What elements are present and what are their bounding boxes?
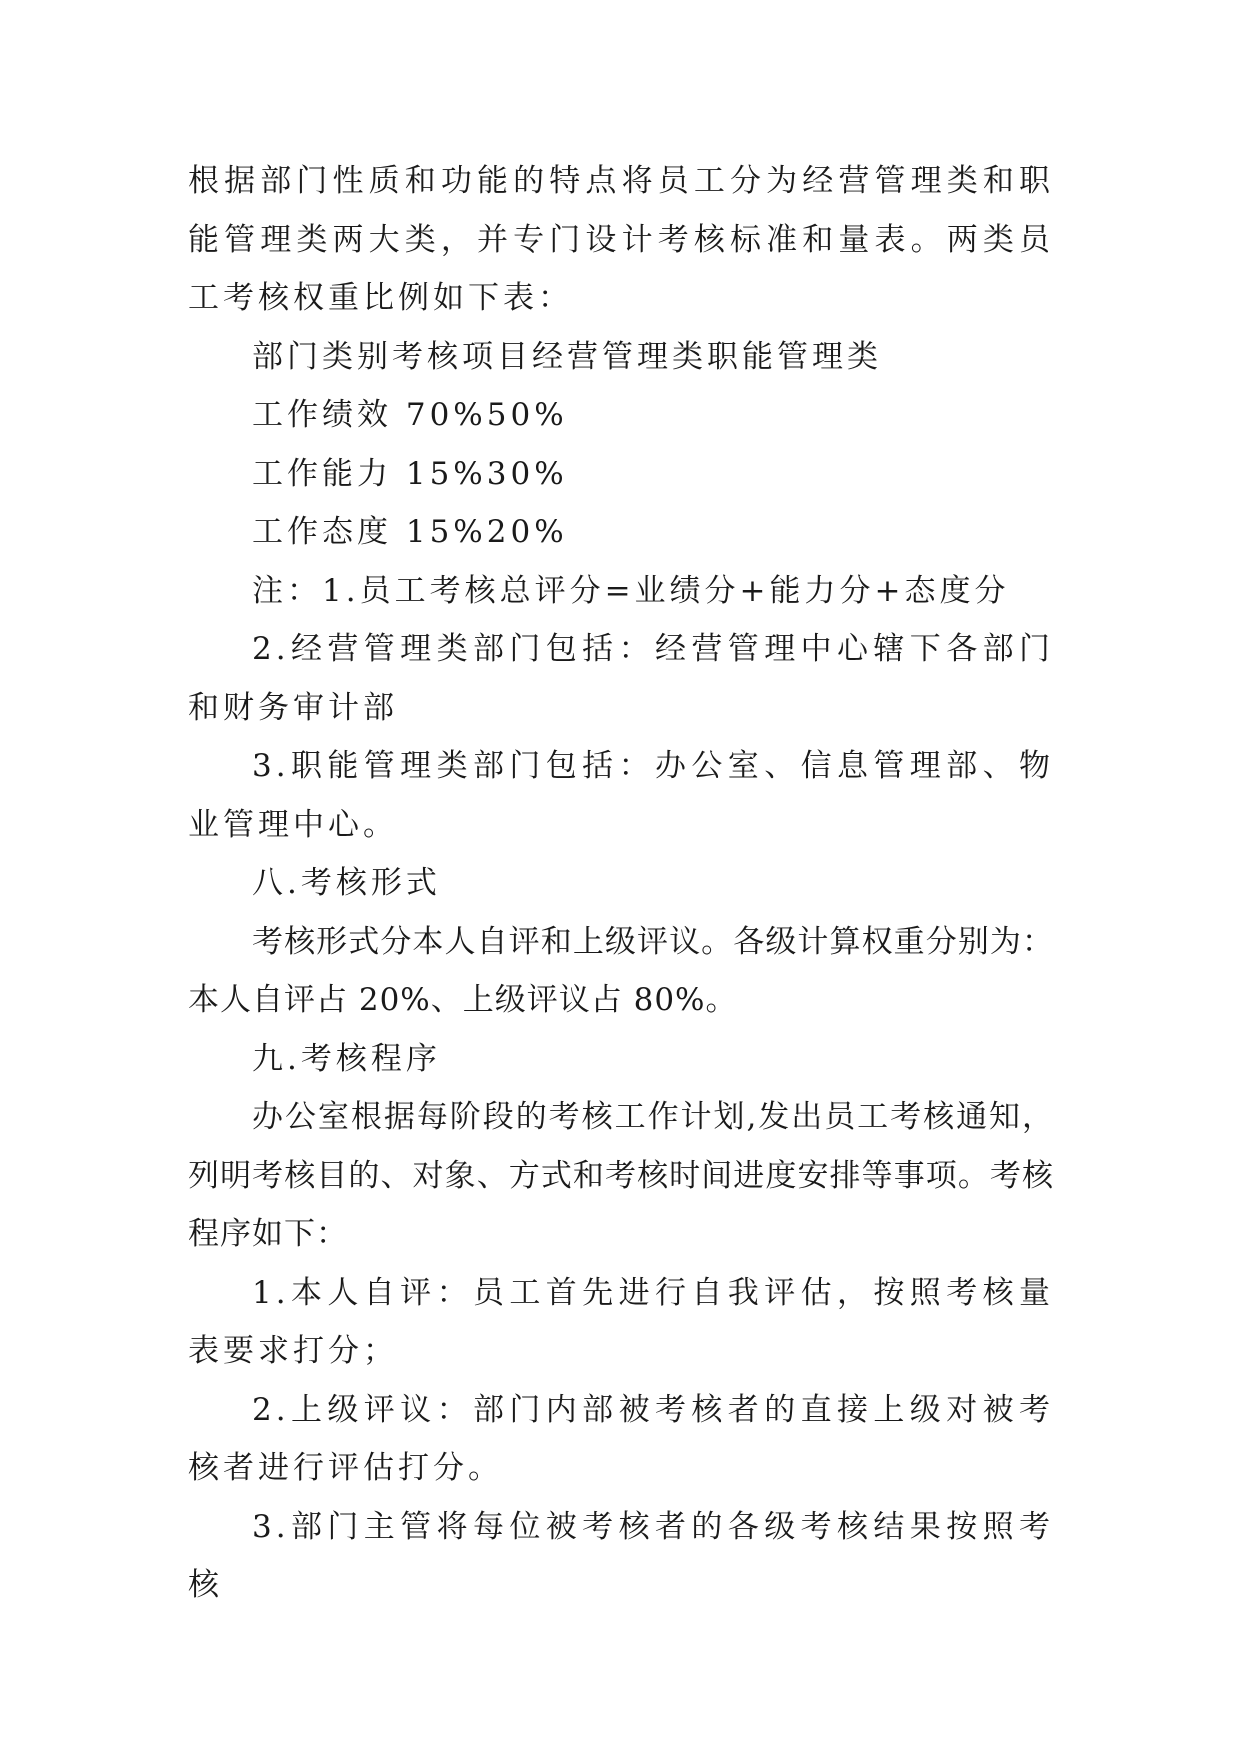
document-body	[188, 152, 1054, 1615]
section-heading-8: 八.考核形式	[252, 865, 441, 901]
paragraph-assessment-form: 考核形式分本人自评和上级评议。各级计算权重分别为：本人自评占 20%、上级评议占 80%。	[188, 923, 1054, 1018]
table-row-attitude: 工作态度 15%20%	[252, 514, 568, 550]
procedure-step-1: 1.本人自评：员工首先进行自我评估，按照考核量表要求打分；	[188, 1274, 1054, 1369]
table-header-line: 部门类别考核项目经营管理类职能管理类	[252, 338, 882, 375]
table-row-ability: 工作能力 15%30%	[252, 455, 568, 492]
section-heading-9: 九.考核程序	[252, 1040, 441, 1077]
table-row-performance: 工作绩效 70%50%	[252, 397, 568, 433]
note-3: 3.职能管理类部门包括：办公室、信息管理部、物业管理中心。	[188, 748, 1054, 843]
paragraph-intro: 根据部门性质和功能的特点将员工分为经营管理类和职能管理类两大类，并专门设计考核标准和量表。两类员工考核权重比例如下表：	[188, 163, 1054, 316]
procedure-step-2: 2.上级评议：部门内部被考核者的直接上级对被考核者进行评估打分。	[188, 1391, 1054, 1486]
paragraph-assessment-procedure: 办公室根据每阶段的考核工作计划,发出员工考核通知，列明考核目的、对象、方式和考核时间进度安排等事项。考核程序如下：	[188, 1099, 1054, 1252]
procedure-step-3: 3.部门主管将每位被考核者的各级考核结果按照考核	[188, 1508, 1054, 1603]
note-2: 2.经营管理类部门包括：经营管理中心辖下各部门和财务审计部	[188, 631, 1054, 726]
note-1: 注：1.员工考核总评分=业绩分+能力分+态度分	[252, 572, 1010, 609]
